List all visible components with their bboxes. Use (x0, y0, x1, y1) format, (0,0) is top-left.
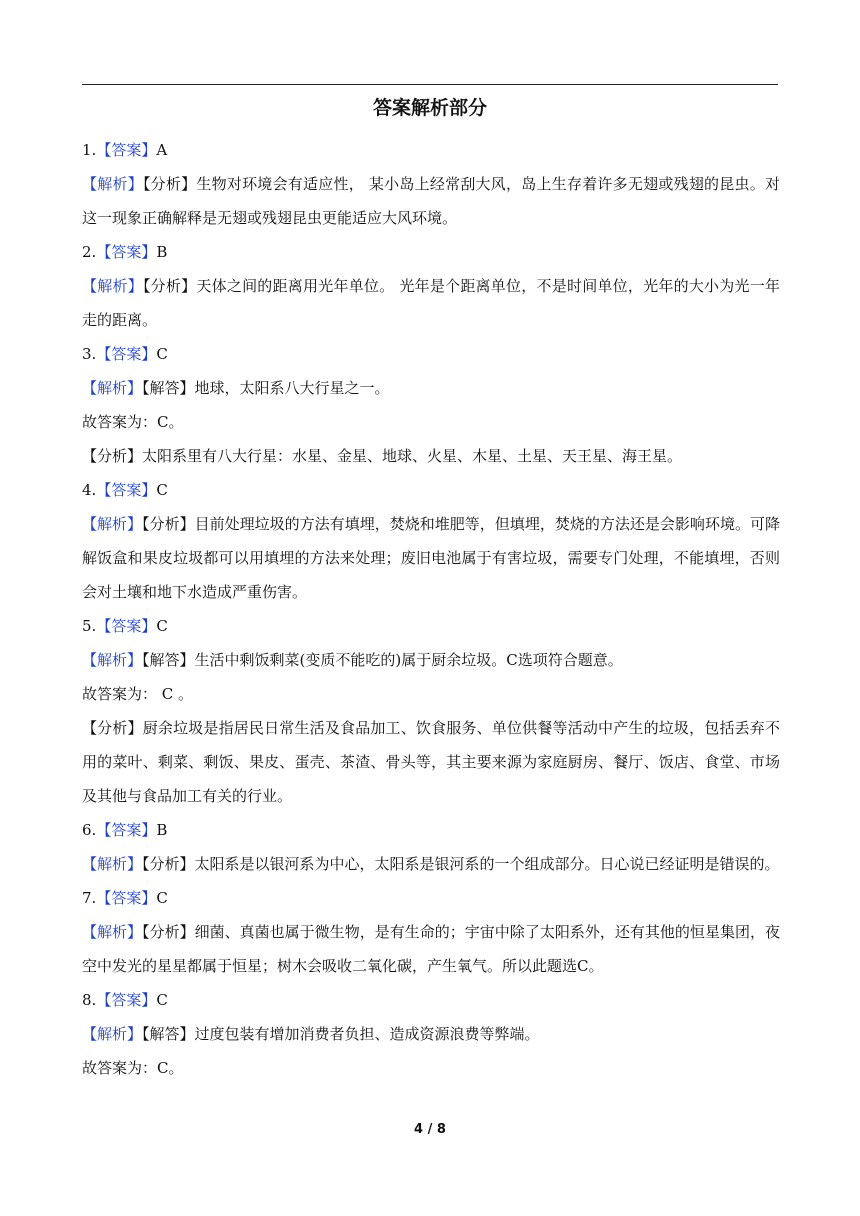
answer-line (82, 235, 780, 269)
explanation-text: 【分析】生物对环境会有适应性， 某小岛上经常刮大风，岛上生存着许多无翅或残翅的昆虫。对这一现象正确解释是无翅或残翅昆虫更能适应大风环境。 (82, 175, 780, 227)
question-number: 1. (82, 141, 97, 159)
answer-tag: 【答案】 (96, 345, 157, 363)
explanation-tag: 【解析】 (82, 175, 143, 193)
explanation-tag: 【解析】 (82, 515, 143, 533)
explanation-text: 【解答】生活中剩饭剩菜(变质不能吃的)属于厨余垃圾。C选项符合题意。 (142, 651, 623, 669)
header-rule (82, 84, 778, 85)
extra-paragraph: 故答案为： C 。 (82, 685, 194, 703)
explanation-paragraph (82, 167, 780, 235)
explanation-text: 【解答】过度包装有增加消费者负担、造成资源浪费等弊端。 (142, 1025, 540, 1043)
explanation-tag: 【解析】 (82, 277, 143, 295)
answer-list (82, 133, 780, 1085)
explanation-text: 【解答】地球，太阳系八大行星之一。 (142, 379, 390, 397)
answer-tag: 【答案】 (96, 991, 157, 1009)
explanation-paragraph (82, 643, 780, 677)
answer-tag: 【答案】 (96, 481, 157, 499)
page-title: 答案解析部分 (372, 97, 487, 119)
answer-value: C (156, 481, 168, 499)
explanation-paragraph (82, 371, 780, 405)
answer-value: C (156, 617, 168, 635)
question-number: 5. (82, 617, 97, 635)
extra-paragraph: 【分析】太阳系里有八大行星：水星、金星、地球、火星、木星、土星、天王星、海王星。 (82, 447, 683, 465)
explanation-paragraph (82, 507, 780, 609)
answer-value: C (156, 889, 168, 907)
answer-line (82, 609, 780, 643)
answer-line (82, 473, 780, 507)
answer-value: C (156, 345, 168, 363)
extra-paragraph: 故答案为：C。 (82, 413, 184, 431)
question-number: 8. (82, 991, 97, 1009)
answer-line (82, 337, 780, 371)
extra-paragraph: 故答案为：C。 (82, 1059, 184, 1077)
explanation-tag: 【解析】 (82, 923, 143, 941)
answer-line (82, 881, 780, 915)
explanation-text: 【分析】天体之间的距离用光年单位。 光年是个距离单位，不是时间单位，光年的大小为光一年走的距离。 (82, 277, 780, 329)
explanation-paragraph (82, 1017, 780, 1051)
answer-value: B (156, 821, 168, 839)
answer-line (82, 813, 780, 847)
question-number: 2. (82, 243, 97, 261)
explanation-tag: 【解析】 (82, 379, 143, 397)
question-number: 4. (82, 481, 97, 499)
explanation-text: 【分析】太阳系是以银河系为中心，太阳系是银河系的一个组成部分。日心说已经证明是错误的。 (142, 855, 780, 873)
explanation-tag: 【解析】 (82, 855, 143, 873)
page-number: 4 / 8 (414, 1122, 446, 1137)
question-number: 3. (82, 345, 97, 363)
extra-paragraph: 【分析】厨余垃圾是指居民日常生活及食品加工、饮食服务、单位供餐等活动中产生的垃圾，包括丢弃不用的菜叶、剩菜、剩饭、果皮、蛋壳、茶渣、骨头等，其主要来源为家庭厨房、餐厅、饭店、食堂、市场及其他与食品加工有关的行业。 (82, 719, 780, 805)
question-number: 7. (82, 889, 97, 907)
answer-tag: 【答案】 (96, 617, 157, 635)
explanation-paragraph (82, 847, 780, 881)
answer-line (82, 983, 780, 1017)
answer-tag: 【答案】 (96, 243, 157, 261)
explanation-text: 【分析】目前处理垃圾的方法有填埋，焚烧和堆肥等，但填埋，焚烧的方法还是会影响环境。可降解饭盒和果皮垃圾都可以用填埋的方法来处理；废旧电池属于有害垃圾，需要专门处理，不能填埋，否则会对土壤和地下水造成严重伤害。 (82, 515, 780, 601)
explanation-text: 【分析】细菌、真菌也属于微生物，是有生命的；宇宙中除了太阳系外，还有其他的恒星集团，夜空中发光的星星都属于恒星；树木会吸收二氧化碳，产生氧气。所以此题选C。 (82, 923, 780, 975)
answer-tag: 【答案】 (96, 821, 157, 839)
answer-line (82, 133, 780, 167)
explanation-tag: 【解析】 (82, 651, 143, 669)
question-number: 6. (82, 821, 97, 839)
explanation-paragraph (82, 915, 780, 983)
answer-tag: 【答案】 (96, 141, 157, 159)
answer-value: C (156, 991, 168, 1009)
explanation-tag: 【解析】 (82, 1025, 143, 1043)
answer-tag: 【答案】 (96, 889, 157, 907)
answer-value: A (156, 141, 168, 159)
answer-value: B (156, 243, 168, 261)
explanation-paragraph (82, 269, 780, 337)
